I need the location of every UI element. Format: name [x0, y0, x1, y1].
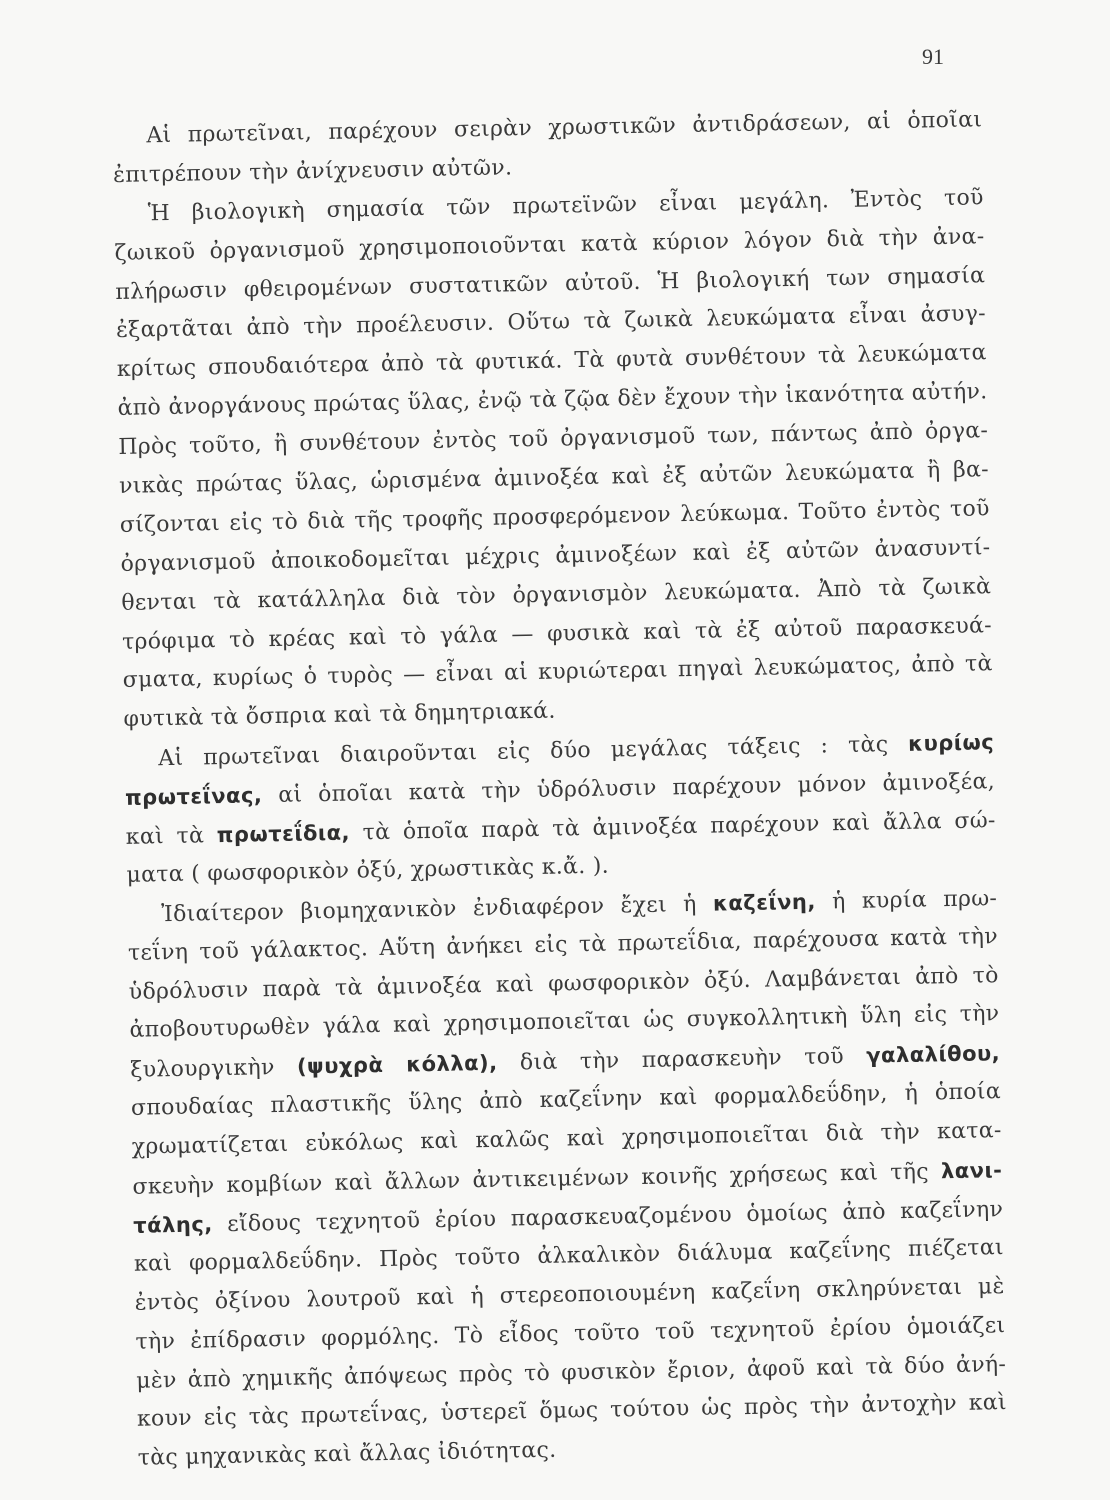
term-lanitalis-part2: τάλης,: [133, 1212, 213, 1238]
text-line: κουν εἰς τὰς πρωτεΐνας, ὑστερεῖ ὅμως τούτου ὡς πρὸς τὴν ἀντοχὴν καὶ: [136, 1390, 1008, 1433]
term-psychra-kolla: (ψυχρὰ κόλλα),: [296, 1051, 498, 1079]
text-run: διὰ τὴν παρασκευὴν τοῦ: [519, 1044, 845, 1076]
text-line: ἐντὸς ὀξίνου λουτροῦ καὶ ἡ στερεοποιουμένη καζεΐνη σκληρύνεται μὲ: [134, 1273, 1005, 1316]
text-line: ζωικοῦ ὀργανισμοῦ χρησιμοποιοῦνται κατὰ κύριον λόγον διὰ τὴν ἀνα-: [114, 223, 985, 266]
term-proteinas: πρωτεΐνας,: [124, 783, 263, 811]
text-line: σματα, κυρίως ὁ τυρὸς — εἶναι αἱ κυριώτεραι πηγαὶ λευκώματος, ἀπὸ τὰ: [122, 651, 993, 694]
term-kazeini: καζεΐνη,: [712, 889, 817, 916]
term-galalithou: γαλαλίθου,: [866, 1041, 1001, 1069]
text-line: πλήρωσιν φθειρομένων συστατικῶν αὐτοῦ. Ἡ βιολογική των σημασία: [115, 262, 986, 305]
text-run: καὶ τὰ: [125, 823, 205, 850]
text-line: τὰς μηχανικὰς καὶ ἄλλας ἰδιότητας.: [137, 1437, 557, 1472]
text-run: αἱ ὁποῖαι κατὰ τὴν ὑδρόλυσιν παρέχουν μόνον ἀμινοξέα,: [277, 769, 996, 809]
text-line: τρόφιμα τὸ κρέας καὶ τὸ γάλα — φυσικὰ καὶ τὰ ἐξ αὐτοῦ παρασκευά-: [121, 612, 993, 655]
text-line: σίζονται εἰς τὸ διὰ τῆς τροφῆς προσφερόμενον λεύκωμα. Τοῦτο ἐντὸς τοῦ: [119, 496, 990, 538]
text-line: ἐξαρτᾶται ἀπὸ τὴν προέλευσιν. Οὕτω τὰ ζωικὰ λευκώματα εἶναι ἀσυγ-: [115, 301, 987, 344]
text-run: σκευὴν κομβίων καὶ ἄλλων ἀντικειμένων κοινῆς χρήσεως καὶ τῆς: [132, 1159, 930, 1200]
text-run: Αἱ πρωτεῖναι διαιροῦνται εἰς δύο μεγάλας τάξεις : τὰς: [158, 732, 889, 772]
text-line: χρωματίζεται εὐκόλως καὶ καλῶς καὶ χρησιμοποιεῖται διὰ τὴν κατα-: [131, 1118, 1002, 1160]
text-line: κρίτως σπουδαιότερα ἀπὸ τὰ φυτικά. Τὰ φυτὰ συνθέτουν τὰ λευκώματα: [116, 340, 987, 383]
body-text: [112, 101, 1008, 1479]
text-line: θενται τὰ κατάλληλα διὰ τὸν ὀργανισμὸν λευκώματα. Ἀπὸ τὰ ζωικὰ: [121, 573, 992, 616]
text-line: σπουδαίας πλαστικῆς ὕλης ἀπὸ καζεΐνην καὶ φορμαλδεΰδην, ἡ ὁποία: [130, 1079, 1002, 1122]
text-run: τὰ ὁποῖα παρὰ τὰ ἀμινοξέα παρέχουν καὶ ἄλλα σώ-: [362, 808, 996, 846]
text-line: φυτικὰ τὰ ὄσπρια καὶ τὰ δημητριακά.: [123, 698, 556, 733]
text-line: μὲν ἀπὸ χημικῆς ἀπόψεως πρὸς τὸ φυσικὸν ἔριον, ἀφοῦ καὶ τὰ δύο ἀνή-: [136, 1351, 1007, 1394]
text-line: τὴν ἐπίδρασιν φορμόλης. Τὸ εἶδος τοῦτο τοῦ τεχνητοῦ ἐρίου ὁμοιάζει: [135, 1312, 1006, 1355]
text-run: ξυλουργικὴν: [130, 1055, 275, 1084]
term-proteidia: πρωτεΐδια,: [216, 820, 351, 848]
text-line: ματα ( φωσφορικὸν ὀξύ, χρωστικὰς κ.ἄ. ).: [126, 853, 610, 888]
text-run: ἡ κυρία πρω-: [831, 885, 998, 915]
text-line: ἀπὸ ἀνοργάνους πρώτας ὕλας, ἐνῷ τὰ ζῷα δὲν ἔχουν τὴν ἱκανότητα αὐτήν.: [117, 379, 988, 422]
text-line: ὑδρόλυσιν παρὰ τὰ ἀμινοξέα καὶ φωσφορικὸν ὀξύ. Λαμβάνεται ἀπὸ τὸ: [128, 962, 999, 1005]
text-line: Ἡ βιολογικὴ σημασία τῶν πρωτεϊνῶν εἶναι μεγάλη. Ἐντὸς τοῦ: [147, 185, 984, 227]
text-line: νικὰς πρώτας ὕλας, ὡρισμένα ἀμινοξέα καὶ ἐξ αὐτῶν λευκώματα ἢ βα-: [118, 457, 990, 499]
text-run: εἴδους τεχνητοῦ ἐρίου παρασκευαζομένου ὁμοίως ἀπὸ καζεΐνην: [227, 1197, 1004, 1237]
text-line: καὶ φορμαλδεΰδην. Πρὸς τοῦτο ἀλκαλικὸν διάλυμα καζεΐνης πιέζεται: [133, 1234, 1005, 1277]
text-run: Ἰδιαίτερον βιομηχανικὸν ἐνδιαφέρον ἔχει ἡ: [161, 891, 697, 928]
text-line: Πρὸς τοῦτο, ἢ συνθέτουν ἐντὸς τοῦ ὀργανισμοῦ των, πάντως ἀπὸ ὀργα-: [118, 418, 989, 461]
text-line: ἀποβουτυρωθὲν γάλα καὶ χρησιμοποιεῖται ὡς συγκολλητικὴ ὕλη εἰς τὴν: [129, 1001, 1000, 1044]
term-lanitalis-part1: λανι-: [940, 1158, 1003, 1184]
page-number: 91: [922, 44, 944, 69]
term-kyrios: κυρίως: [907, 730, 995, 757]
text-line: ὀργανισμοῦ ἀποικοδομεῖται μέχρις ἀμινοξέων καὶ ἐξ αὐτῶν ἀνασυντί-: [120, 535, 991, 577]
text-line: τεΐνη τοῦ γάλακτος. Αὕτη ἀνήκει εἰς τὰ πρωτεΐδια, παρέχουσα κατὰ τὴν: [127, 923, 999, 966]
text-line: Αἱ πρωτεῖναι, παρέχουν σειρὰν χρωστικῶν ἀντιδράσεων, αἱ ὁποῖαι: [146, 107, 983, 149]
text-line: ἐπιτρέπουν τὴν ἀνίχνευσιν αὐτῶν.: [112, 155, 513, 188]
